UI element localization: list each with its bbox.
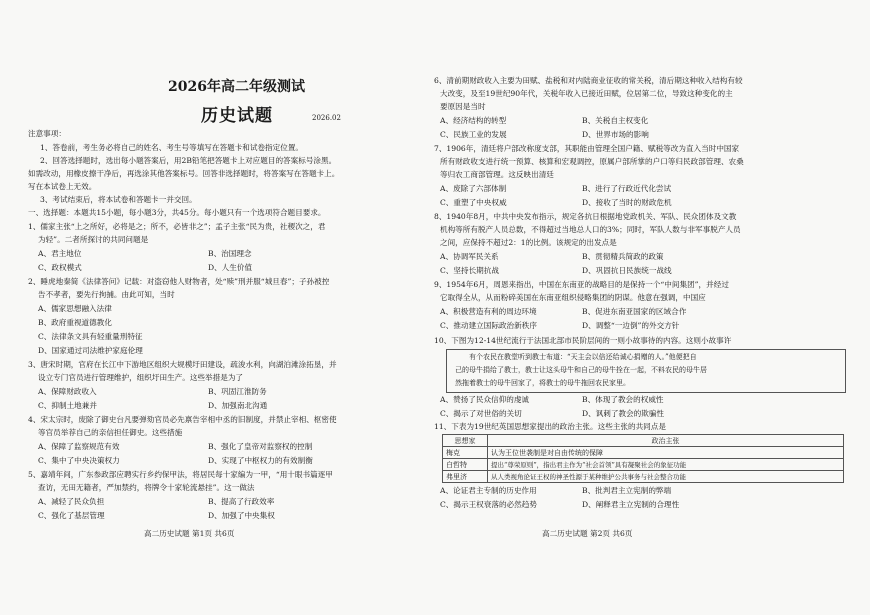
option[interactable]: A、废除了六部体制 [440, 184, 507, 193]
question-text: 等归农工商部管理。这反映出清廷 [440, 170, 554, 179]
option[interactable]: B、治国理念 [208, 249, 252, 258]
question-text: 大改变，及至19世纪90年代，关税年收入已接近田赋，位居第二位，导致这种变化的主 [440, 89, 733, 98]
table-cell: 梅克 [443, 447, 488, 459]
option[interactable]: B、贯彻精兵简政的政策 [582, 252, 664, 261]
option[interactable]: A、君主地位 [38, 249, 82, 258]
option[interactable]: C、民族工业的发展 [440, 130, 507, 139]
question-text: 9、1954年6月，周恩来指出，中国在东南亚的战略目的是保持一个“中间集团”，并经过 [434, 280, 729, 289]
material-line: 有个农民在教堂听到教士布道：“天主会以倍还给诚心捐赠的人。”他便把自 [469, 353, 697, 361]
option[interactable]: B、促进东南亚国家的区域合作 [582, 307, 687, 316]
option[interactable]: A、协调军民关系 [440, 252, 499, 261]
question-text: 为轻”。二者所探讨的共同问题是 [38, 235, 149, 244]
option[interactable]: B、提高了行政效率 [208, 497, 275, 506]
note-line: 写在本试卷上无效。 [28, 182, 97, 191]
option[interactable]: C、强化了基层管理 [38, 511, 105, 520]
exam-date: 2026.02 [312, 114, 341, 122]
question-text: 所有财政收支进行统一预算、核算和宏观调控，原属户部所掌的户口等归民政部管理、农桑 [440, 157, 744, 166]
option[interactable]: A、儒家思想融入法律 [38, 304, 112, 313]
question-text: 5、嘉靖年间，广东参政部应聘实行乡约保甲法，将居民每十家编为一甲，“用十眼书篇逐甲 [28, 470, 333, 479]
option[interactable]: C、法律条文具有轻重量刑特征 [38, 332, 143, 341]
option[interactable]: B、政府重视道德教化 [38, 318, 112, 327]
note-line: 如需改动，用橡皮擦干净后，再选涂其他答案标号。回答非选择题时，将答案写在答题卡上。 [28, 169, 340, 178]
option[interactable]: C、坚持长期抗战 [440, 266, 499, 275]
question-text: 7、1906年，清廷将户部改称度支部，其职能由管理全国户籍、赋税等改为直入当时中国家 [434, 144, 740, 153]
option[interactable]: B、体现了教会的权威性 [582, 395, 664, 404]
option[interactable]: D、国家通过司法维护家庭伦理 [38, 346, 143, 355]
exam-title: 2026年高二年级测试 [168, 79, 305, 95]
option[interactable]: B、批判君主立宪制的弊端 [582, 486, 672, 495]
option[interactable]: C、推动建立国际政治新秩序 [440, 321, 537, 330]
option[interactable]: D、巩固抗日民族统一战线 [582, 266, 672, 275]
option[interactable]: C、集中了中央决策权力 [38, 456, 120, 465]
question-text: 1、儒家主张“上之所好，必将是之；所不，必皆非之”；孟子主张“民为贵，社稷次之，君 [28, 222, 326, 231]
notes-heading: 注意事项： [28, 129, 66, 138]
question-text: 10、下图为12-14世纪流行于法国北部市民阶层间的一则小故事待的内容。这则小故事许 [434, 336, 732, 345]
exam-subject: 历史试题 [201, 106, 273, 126]
question-text: 设立专门官员进行管理维护，组织圩田生产。这些举措是为了 [38, 373, 244, 382]
option[interactable]: C、政权模式 [38, 263, 82, 272]
option[interactable]: D、人生价值 [208, 263, 253, 272]
option[interactable]: B、巩固江淮防务 [208, 387, 267, 396]
question-text: 3、唐宋时期，官府在长江中下游地区组织大规模圩田建设，疏浚水利，向湖泊滩涂拓垦，并 [28, 360, 337, 369]
table-cell: 弗里济 [443, 471, 488, 483]
option[interactable]: C、抑制土地兼并 [38, 401, 97, 410]
table-row [443, 447, 844, 459]
thinker-table [442, 434, 844, 483]
question-text: 告不孝者，要先行拘捕。由此可知，当时 [38, 290, 175, 299]
option[interactable]: A、减轻了民众负担 [38, 497, 105, 506]
option[interactable]: D、接收了当时的财政危机 [582, 198, 672, 207]
table-header-row [443, 435, 844, 447]
material-box [446, 349, 846, 393]
page-left [22, 0, 427, 615]
table-cell: 认为王位世袭制是对自由传统的保障 [488, 447, 844, 459]
section-heading: 一、选择题：本题共15小题，每小题3分，共45分。每小题只有一个选项符合题目要求。 [28, 208, 326, 217]
page-right [432, 0, 852, 615]
question-text: 机构等所有脱产人员总数，不得超过当地总人口的3%；同时，军队人数与非军事脱产人员 [440, 225, 741, 234]
option[interactable]: A、赞扬了民众信仰的虔诚 [440, 395, 530, 404]
question-text: 之间，应保持不超过2：1的比例。该规定的出发点是 [440, 238, 617, 247]
table-cell: 从人类视角论证王权的神圣性源于某种维护公共事务与社会整合功能 [488, 471, 844, 483]
material-line: 己的母牛捐给了教士，教士让这头母牛和自己的母牛拴在一起，不料农民的母牛居 [455, 366, 707, 374]
note-line: 3、考试结束后，将本试卷和答题卡一并交回。 [40, 195, 197, 204]
option[interactable]: B、关税自主权变化 [582, 116, 649, 125]
option[interactable]: A、经济结构的转型 [440, 116, 507, 125]
question-text: 2、睡虎地秦简《法律答问》记载：对盗窃他人财物者，处“赎”刑并服“城旦春”；子孙被控 [28, 277, 330, 286]
option[interactable]: A、保障财政收入 [38, 387, 97, 396]
question-text: 11、下表为19世纪英国思想家提出的政治主张。这些主张的共同点是 [434, 422, 666, 431]
question-text: 6、清前期财政收入主要为田赋、盐税和对内陆商业征收的常关税，清后期这种收入结构有较 [434, 76, 743, 85]
option[interactable]: C、揭示了对世俗的关切 [440, 409, 522, 418]
table-cell: 提出“尊荣原则”，指出君主作为“社会首领”具有凝聚社会的象征功能 [488, 459, 844, 471]
option[interactable]: C、重塑了中央权威 [440, 198, 507, 207]
question-text: 查访，无田无籍者，严加禁约，将牌令十家轮流悬挂”。这一做法 [38, 483, 255, 492]
question-text: 8、1940年8月，中共中央发布指示，规定各抗日根据地党政机关、军队、民众团体及文教 [434, 212, 737, 221]
option[interactable]: D、讽刺了教会的欺骗性 [582, 409, 665, 418]
option[interactable]: B、强化了皇帝对监察权的控制 [208, 442, 313, 451]
note-line: 1、答卷前，考生务必将自己的姓名、考生号等填写在答题卡和试卷指定位置。 [40, 143, 304, 152]
question-text: 要原因是当时 [440, 102, 486, 111]
table-row [443, 471, 844, 483]
table-header-cell: 思想家 [443, 435, 488, 447]
table-row [443, 459, 844, 471]
option[interactable]: D、世界市场的影响 [582, 130, 649, 139]
table-header-cell: 政治主张 [488, 435, 844, 447]
option[interactable]: D、阐释君主立宪制的合理性 [582, 500, 680, 509]
option[interactable]: C、揭示王权衰落的必然趋势 [440, 500, 537, 509]
option[interactable]: B、进行了行政近代化尝试 [582, 184, 672, 193]
option[interactable]: D、加强了中央集权 [208, 511, 275, 520]
question-text: 4、宋太宗时，废除了御史台凡要弹劾官员必先禀告宰相中丞的旧制度，并禁止宰相、枢密使 [28, 415, 337, 424]
material-line: 然拖着教士的母牛回家了，将教士的母牛拖回农民家里。 [455, 379, 630, 387]
option[interactable]: A、保障了监察规范有效 [38, 442, 120, 451]
option[interactable]: D、加强南北沟通 [208, 401, 268, 410]
page-footer: 高二历史试题 第1页 共6页 [144, 529, 235, 538]
note-line: 2、回答选择题时，选出每小题答案后，用2B铅笔把答题卡上对应题目的答案标号涂黑。 [40, 156, 337, 165]
question-text: 它取得全从，从而粉碎美国在东南亚组织侵略集团的阴谋。他意在强调，中国应 [440, 293, 706, 302]
table-cell: 白哲特 [443, 459, 488, 471]
question-text: 等官员举荐自己的亲信担任御史。这些措施 [38, 428, 183, 437]
option[interactable]: A、论证君主专制的历史作用 [440, 486, 537, 495]
option[interactable]: D、实现了中枢权力的有效制衡 [208, 456, 313, 465]
page-footer: 高二历史试题 第2页 共6页 [542, 529, 633, 538]
option[interactable]: A、积极营造有利的周边环境 [440, 307, 537, 316]
option[interactable]: D、调整“一边倒”的外交方针 [582, 321, 680, 330]
